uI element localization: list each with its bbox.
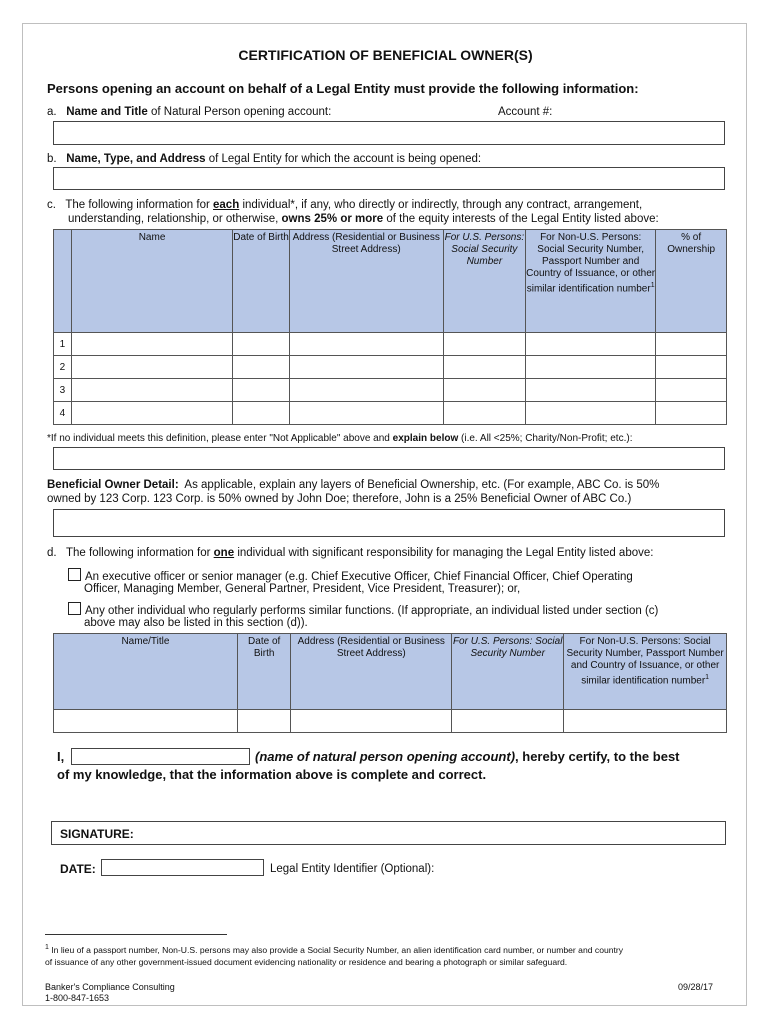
header-dob: Date of Birth — [237, 634, 291, 710]
executive-officer-checkbox[interactable] — [68, 568, 81, 581]
legal-entity-input[interactable] — [53, 167, 725, 190]
table-row: 1 — [54, 333, 727, 356]
cell-input[interactable] — [443, 356, 525, 379]
cell-input[interactable] — [233, 402, 290, 425]
certify-i: I, — [57, 749, 65, 764]
certify-line1: (name of natural person opening account), hereby certify, to the best — [255, 749, 680, 764]
beneficial-owner-detail: Beneficial Owner Detail: As applicable, explain any layers of Beneficial Ownership, etc. (For example, ABC Co. is 50% owned by 123 Corp. 123 Corp. is 50% owned by John Doe; therefore, John is a 25% Beneficial Owner of ABC Co.) — [47, 479, 660, 505]
table-row: 3 — [54, 379, 727, 402]
form-page — [22, 23, 747, 1006]
cell-input[interactable] — [526, 379, 656, 402]
cell-input[interactable] — [71, 379, 232, 402]
other-individual-option[interactable]: Any other individual who regularly performs similar functions. (If appropriate, an individual listed under section (c) — [68, 602, 658, 618]
control-person-table — [53, 633, 727, 733]
cell-input[interactable] — [526, 402, 656, 425]
section-b-label: b. Name, Type, and Address of Legal Entity for which the account is being opened: — [47, 153, 482, 165]
table-row — [54, 710, 727, 733]
header-us-ssn: For U.S. Persons: Social Security Number — [452, 634, 564, 710]
cell-input[interactable] — [656, 379, 727, 402]
cell-input[interactable] — [564, 710, 727, 733]
date-label: DATE: — [60, 862, 96, 876]
cell-input[interactable] — [656, 333, 727, 356]
not-applicable-input[interactable] — [53, 447, 725, 470]
cell-input[interactable] — [71, 402, 232, 425]
cell-input[interactable] — [233, 333, 290, 356]
footer-date: 09/28/17 — [678, 982, 714, 992]
cell-input[interactable] — [289, 333, 443, 356]
footnote: $^1$ In lieu of a passport number, Non-U.S. persons may also provide a Social Security Number, an alien identification card number, or number and country of issuance of any other government-issued document evidencing nationality or residence and bearing a photograph or similar safeguard. — [45, 944, 624, 967]
cell-input[interactable] — [233, 356, 290, 379]
intro-text: Persons opening an account on behalf of a Legal Entity must provide the following information: — [47, 81, 639, 96]
not-applicable-note: *If no individual meets this definition, please enter "Not Applicable" above and explain below (i.e. All <25%; Charity/Non-Profit; etc.): — [47, 433, 633, 444]
cell-input[interactable] — [237, 710, 291, 733]
cell-input[interactable] — [291, 710, 452, 733]
name-title-input[interactable] — [53, 121, 725, 145]
beneficial-owners-table — [53, 229, 727, 425]
header-address: Address (Residential or Business Street Address) — [291, 634, 452, 710]
table-row: 2 — [54, 356, 727, 379]
section-d-label: d. The following information for one individual with significant responsibility for managing the Legal Entity listed above: — [47, 547, 654, 559]
cell-input[interactable] — [289, 356, 443, 379]
header-address: Address (Residential or Business Street Address) — [289, 230, 443, 333]
executive-officer-option[interactable]: An executive officer or senior manager (e.g. Chief Executive Officer, Chief Financial Officer, Chief Operating — [68, 568, 633, 584]
cell-input[interactable] — [656, 402, 727, 425]
cell-input[interactable] — [71, 333, 232, 356]
certifier-name-input[interactable] — [71, 748, 250, 765]
lei-label: Legal Entity Identifier (Optional): — [270, 863, 435, 875]
signature-label: SIGNATURE: — [60, 827, 134, 841]
cell-input[interactable] — [526, 356, 656, 379]
detail-input[interactable] — [53, 509, 725, 537]
cell-input[interactable] — [289, 402, 443, 425]
other-individual-option-line2: above may also be listed in this section (d)). — [84, 617, 308, 629]
header-non-us: For Non-U.S. Persons: Social Security Number, Passport Number and Country of Issuance, or other similar identification number$^1$ — [526, 230, 656, 333]
cell-input[interactable] — [452, 710, 564, 733]
section-a-label: a. Name and Title of Natural Person opening account: — [47, 106, 332, 118]
date-input[interactable] — [101, 859, 264, 876]
cell-input[interactable] — [443, 333, 525, 356]
header-name: Name — [71, 230, 232, 333]
cell-input[interactable] — [656, 356, 727, 379]
certify-line2: of my knowledge, that the information above is complete and correct. — [57, 767, 487, 782]
cell-input[interactable] — [526, 333, 656, 356]
header-us-ssn: For U.S. Persons: Social Security Number — [443, 230, 525, 333]
footnote-divider — [45, 934, 227, 935]
table-row: 4 — [54, 402, 727, 425]
cell-input[interactable] — [233, 379, 290, 402]
row-number-header — [54, 230, 72, 333]
section-c-line1: c. The following information for each individual*, if any, who directly or indirectly, through any contract, arrangement, — [47, 199, 643, 211]
header-ownership: % of Ownership — [656, 230, 727, 333]
section-c-line2: understanding, relationship, or otherwise, owns 25% or more of the equity interests of the Legal Entity listed above: — [68, 213, 659, 225]
header-name-title: Name/Title — [54, 634, 238, 710]
account-number-label: Account #: — [498, 106, 553, 118]
footer-company: Banker's Compliance Consulting 1-800-847-1653 — [45, 982, 175, 1003]
cell-input[interactable] — [71, 356, 232, 379]
other-individual-checkbox[interactable] — [68, 602, 81, 615]
signature-field[interactable] — [51, 821, 726, 845]
cell-input[interactable] — [54, 710, 238, 733]
cell-input[interactable] — [443, 402, 525, 425]
header-non-us: For Non-U.S. Persons: Social Security Number, Passport Number and Country of Issuance, or other similar identification number$^1$ — [564, 634, 727, 710]
form-title: CERTIFICATION OF BENEFICIAL OWNER(S) — [238, 47, 533, 63]
cell-input[interactable] — [443, 379, 525, 402]
header-dob: Date of Birth — [233, 230, 290, 333]
executive-officer-option-line2: Officer, Managing Member, General Partner, President, Vice President, Treasurer); or, — [84, 583, 521, 595]
cell-input[interactable] — [289, 379, 443, 402]
